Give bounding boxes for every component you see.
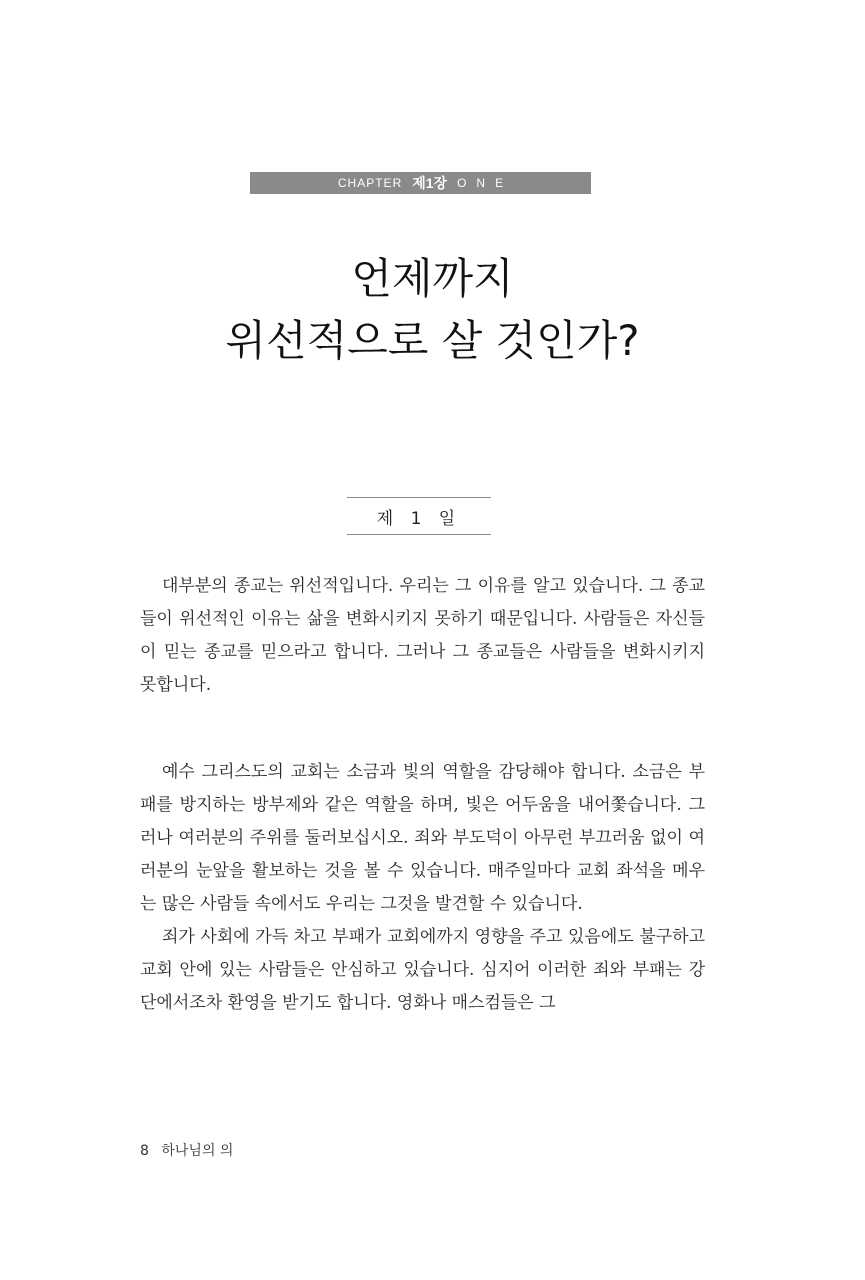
chapter-number: 제1장 (412, 175, 448, 191)
chapter-word: ONE (457, 176, 514, 190)
body-block-1 (140, 570, 705, 702)
day-label: 제 1 일 (347, 497, 491, 535)
paragraph-3: 죄가 사회에 가득 차고 부패가 교회에까지 영향을 주고 있음에도 불구하고 교회 안에 있는 사람들은 안심하고 있습니다. 심지어 이러한 죄와 부패는 강단에서조차 환영을 받기도 합니다. 영화나 매스컴들은 그 (140, 927, 705, 1013)
page-number: 8 (140, 1143, 149, 1159)
chapter-header-bar (250, 172, 591, 194)
book-title: 하나님의 의 (161, 1143, 234, 1159)
chapter-title (0, 248, 865, 372)
paragraph-2: 예수 그리스도의 교회는 소금과 빛의 역할을 감당해야 합니다. 소금은 부패를 방지하는 방부제와 같은 역할을 하며, 빛은 어두움을 내어쫓습니다. 그러나 여러분의 주위를 둘러보십시오. 죄와 부도덕이 아무런 부끄러움 없이 여러분의 눈앞을 활보하는 것을 볼 수 있습니다. 매주일마다 교회 좌석을 메우는 많은 사람들 속에서도 우리는 그것을 발견할 수 있습니다. (140, 762, 705, 914)
body-block-2 (140, 756, 705, 1020)
paragraph-1: 대부분의 종교는 위선적입니다. 우리는 그 이유를 알고 있습니다. 그 종교들이 위선적인 이유는 삶을 변화시키지 못하기 때문입니다. 사람들은 자신들이 믿는 종교를 믿으라고 합니다. 그러나 그 종교들은 사람들을 변화시키지 못합니다. (140, 576, 705, 695)
chapter-title-line-2: 위선적으로 살 것인가? (225, 316, 640, 365)
chapter-prefix: CHAPTER (337, 176, 403, 190)
chapter-title-line-1: 언제까지 (351, 254, 514, 303)
page-footer (140, 1140, 233, 1160)
